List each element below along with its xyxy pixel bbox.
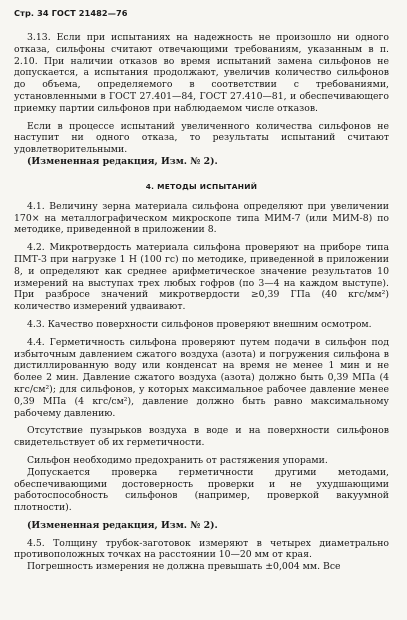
paragraph-4-4-alternatives: Допускается проверка герметичности другими методами, обеспечивающими достоверность проверки и не ухудшающими работоспособность сильфонов (например, проверкой вакуумной плотности).	[14, 466, 389, 514]
paragraph-3-13: 3.13. Если при испытаниях на надежность не произошло ни одного отказа, сильфоны считают отвечающими требованиям, указанным в п. 2.10. При наличии отказов во время испытаний замена сильфонов не допускается, а испытания продолжают, увеличив количество сильфонов до объема, определяемого в соответствии с требованиями, установленными в ГОСТ 27.401—84, ГОСТ 27.410—81, и обеспечивающего приемку партии сильфонов при наблюдаемом числе отказов.	[14, 32, 389, 114]
edit-note: (Измененная редакция, Изм. № 2).	[27, 519, 218, 531]
paragraph-4-4: 4.4. Герметичность сильфона проверяют путем подачи в сильфон под избыточным давлением сжатого воздуха (азота) и погружения сильфона в дистиллированную воду или конденсат на время не менее 1 мин и не более 2 мин. Давление сжатого воздуха (азота) должно быть 0,39 МПа (4 кгс/см²); для сильфонов, у которых максимальное рабочее давление менее 0,39 МПа (4 кгс/см²), давление должно быть равно максимальному рабочему давлению.	[14, 336, 389, 419]
paragraph-4-3: 4.3. Качество поверхности сильфонов проверяют внешним осмотром.	[27, 318, 372, 330]
paragraph-4-5: 4.5. Толщину трубок-заготовок измеряют в четырех диаметрально противоположных точках на расстоянии 10—20 мм от края.	[14, 537, 389, 561]
paragraph-4-1: 4.1. Величину зерна материала сильфона определяют при увеличении 170× на металлографическом микроскопе типа МИМ-7 (или МИМ-8) по методике, приведенной в приложении 8.	[14, 200, 389, 236]
paragraph-3-13-continued: Если в процессе испытаний увеличенного количества сильфонов не наступит ни одного отказа, то результаты испытаний считают удовлетворительными.	[14, 120, 389, 156]
paragraph-4-2: 4.2. Микротвердость материала сильфона проверяют на приборе типа ПМТ-3 при нагрузке 1 Н (100 гс) по методике, приведенной в приложении 8, и определяют как среднее арифметическое значение результатов 10 измерений на выступах трех любых гофров (по 3—4 на каждом выступе). При разбросе значений микротвердости ≥0,39 ГПа (40 кгс/мм²) количество измерений удваивают.	[14, 242, 389, 313]
page-header: Стр. 34 ГОСТ 21482—76	[14, 8, 128, 18]
paragraph-4-4-stops: Сильфон необходимо предохранить от растяжения упорами.	[27, 454, 328, 466]
section-title: 4. МЕТОДЫ ИСПЫТАНИЙ	[145, 181, 258, 191]
edit-note: (Измененная редакция, Изм. № 2).	[27, 155, 218, 167]
paragraph-4-4-bubbles: Отсутствие пузырьков воздуха в воде и на поверхности сильфонов свидетельствует об их герметичности.	[14, 425, 389, 449]
paragraph-4-5-accuracy: Погрешность измерения не должна превышать ±0,004 мм. Все	[27, 561, 341, 573]
